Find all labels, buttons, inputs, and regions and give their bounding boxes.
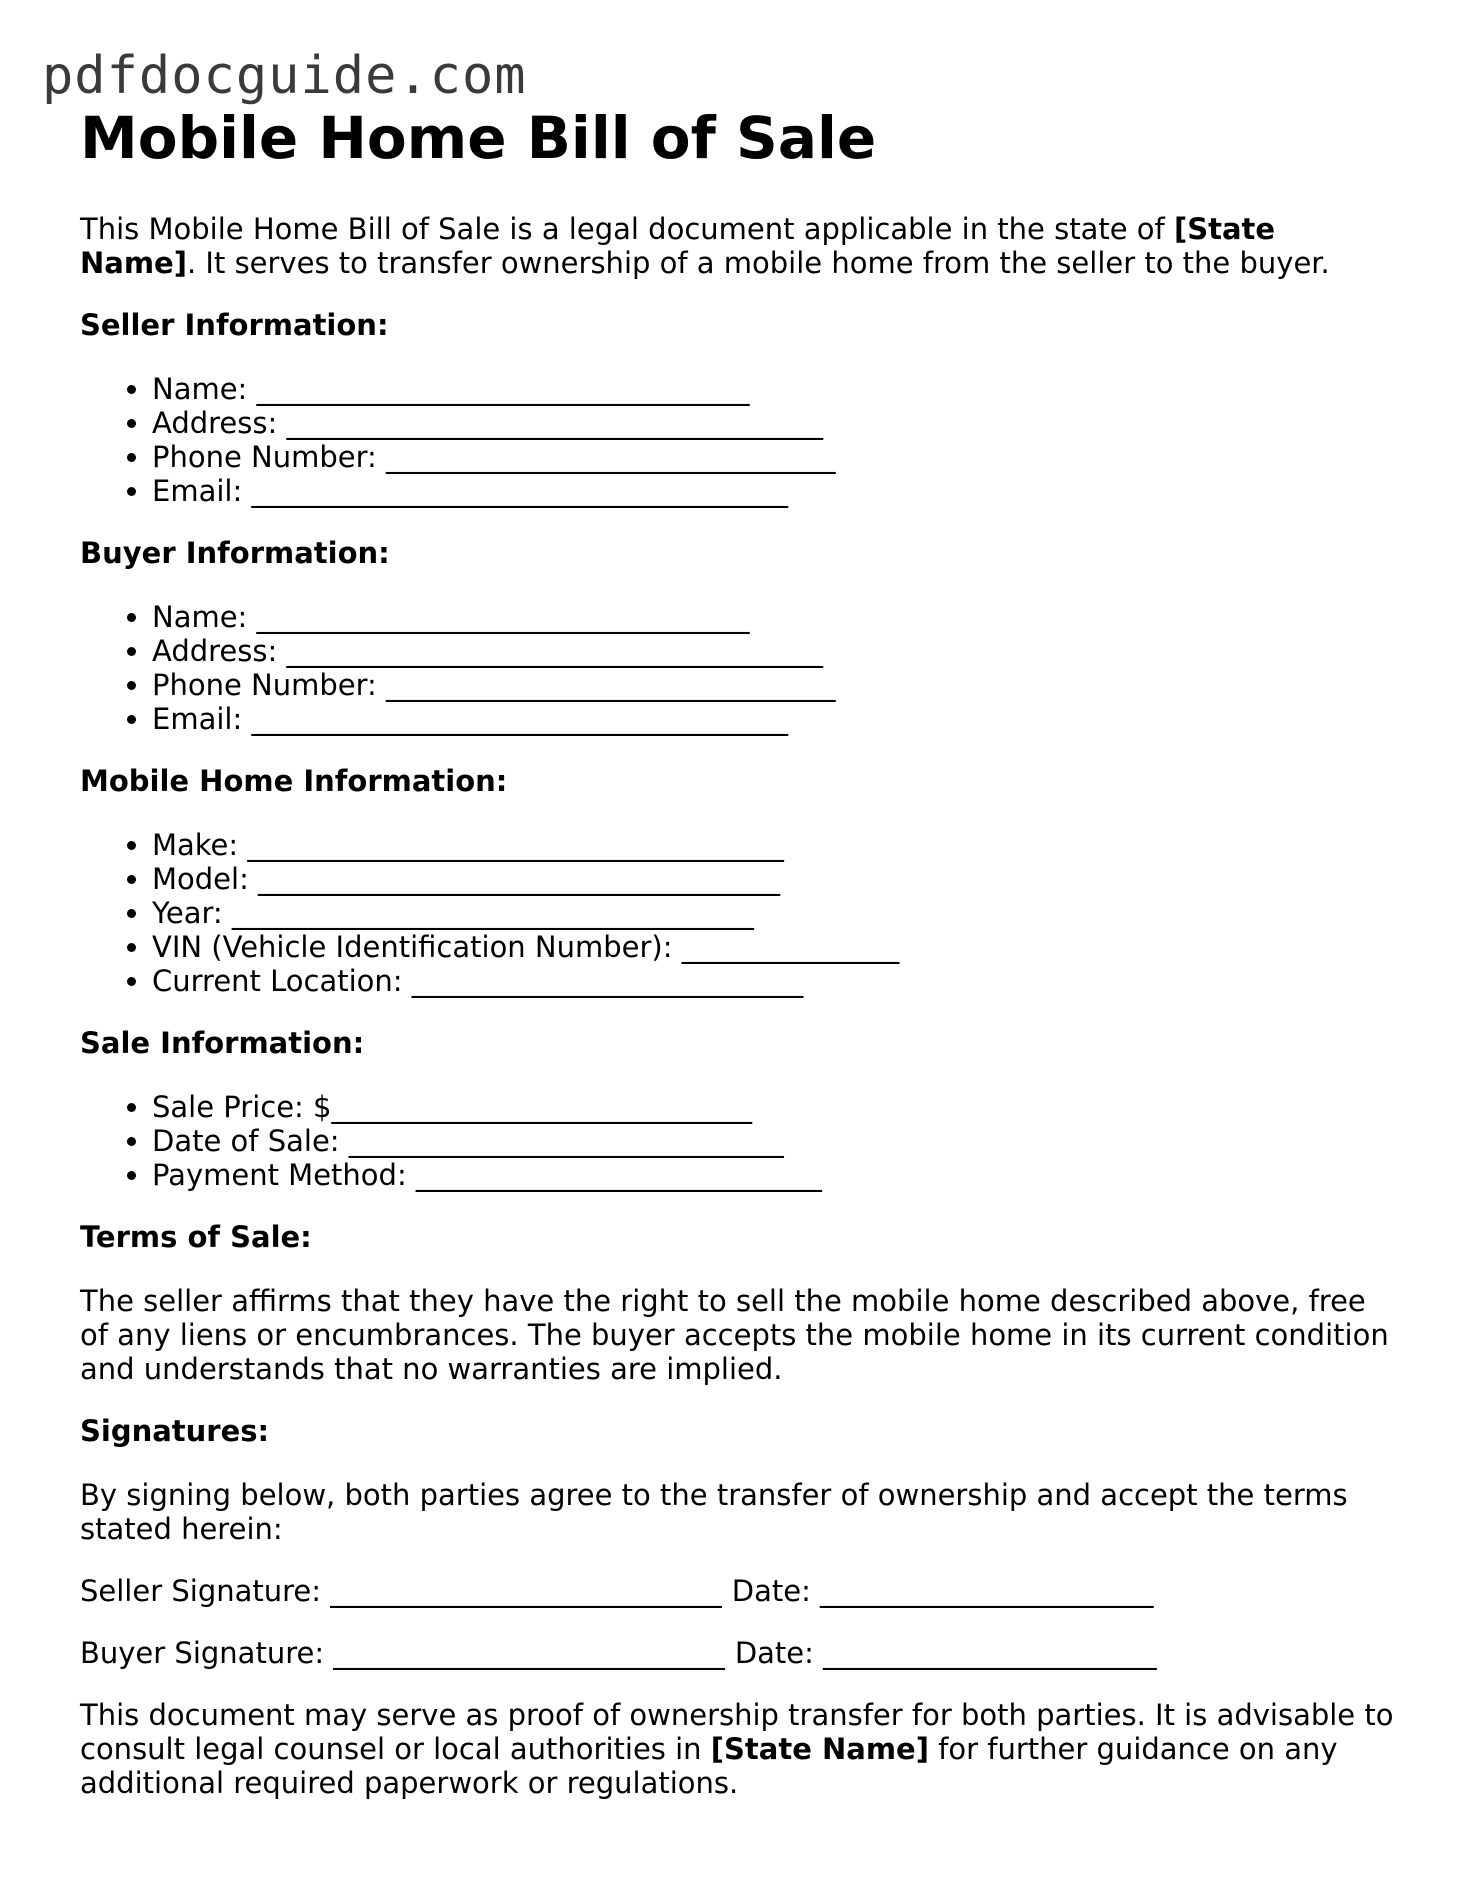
sale-price-field: • Sale Price: $_____________________________ <box>152 1090 1400 1124</box>
sale-heading: Sale Information: <box>80 1026 365 1060</box>
intro-state-placeholder: [State Name] <box>80 212 1276 280</box>
buyer-phone-field: • Phone Number: _______________________________ <box>152 668 1400 702</box>
seller-date-field: Date: _______________________ <box>731 1574 1154 1608</box>
home-model-field: • Model: ____________________________________ <box>152 862 1400 896</box>
buyer-list <box>80 600 1400 736</box>
seller-signature-field: Seller Signature: ___________________________ <box>80 1574 722 1608</box>
seller-heading: Seller Information: <box>80 308 389 342</box>
seller-address-field: • Address: _____________________________________ <box>152 406 1400 440</box>
terms-heading: Terms of Sale: <box>80 1220 312 1254</box>
home-year-field: • Year: ____________________________________ <box>152 896 1400 930</box>
buyer-name-field: • Name: __________________________________ <box>152 600 1400 634</box>
seller-email-field: • Email: _____________________________________ <box>152 474 1400 508</box>
closing-text-before: This document may serve as proof of ownership transfer for both parties. It is advisable to consult legal counsel or local authorities in <box>80 1698 1394 1766</box>
buyer-signature-field: Buyer Signature: ___________________________ <box>80 1636 725 1670</box>
seller-list <box>80 372 1400 508</box>
sale-payment-field: • Payment Method: ____________________________ <box>152 1158 1400 1192</box>
seller-name-field: • Name: __________________________________ <box>152 372 1400 406</box>
page-title: Mobile Home Bill of Sale <box>80 104 877 172</box>
terms-paragraph: The seller affirms that they have the right to sell the mobile home described above, free of any liens or encumbrances. The buyer accepts the mobile home in its current condition and understands that no warranties are implied. <box>80 1284 1389 1386</box>
buyer-address-field: • Address: _____________________________________ <box>152 634 1400 668</box>
closing-state-placeholder: [State Name] <box>710 1732 929 1766</box>
seller-signature-row <box>80 1574 1400 1608</box>
watermark: pdfdocguide.com <box>42 46 527 106</box>
intro-paragraph <box>80 212 1400 280</box>
home-vin-field: • VIN (Vehicle Identification Number): _______________ <box>152 930 1400 964</box>
home-list <box>80 828 1400 998</box>
signatures-heading: Signatures: <box>80 1414 270 1448</box>
closing-paragraph <box>80 1698 1400 1800</box>
sale-list <box>80 1090 1400 1192</box>
closing-text-after: for further guidance on any additional required paperwork or regulations. <box>80 1732 1338 1800</box>
seller-phone-field: • Phone Number: _______________________________ <box>152 440 1400 474</box>
buyer-email-field: • Email: _____________________________________ <box>152 702 1400 736</box>
document-body <box>80 100 1400 1828</box>
intro-text-after: . It serves to transfer ownership of a mobile home from the seller to the buyer. <box>186 246 1330 280</box>
home-heading: Mobile Home Information: <box>80 764 508 798</box>
home-make-field: • Make: _____________________________________ <box>152 828 1400 862</box>
buyer-signature-row <box>80 1636 1400 1670</box>
buyer-heading: Buyer Information: <box>80 536 390 570</box>
intro-text-before: This Mobile Home Bill of Sale is a legal document applicable in the state of <box>80 212 1174 246</box>
sale-date-field: • Date of Sale: ______________________________ <box>152 1124 1400 1158</box>
home-location-field: • Current Location: ___________________________ <box>152 964 1400 998</box>
buyer-date-field: Date: _______________________ <box>734 1636 1157 1670</box>
signatures-paragraph: By signing below, both parties agree to the transfer of ownership and accept the terms stated herein: <box>80 1478 1348 1546</box>
